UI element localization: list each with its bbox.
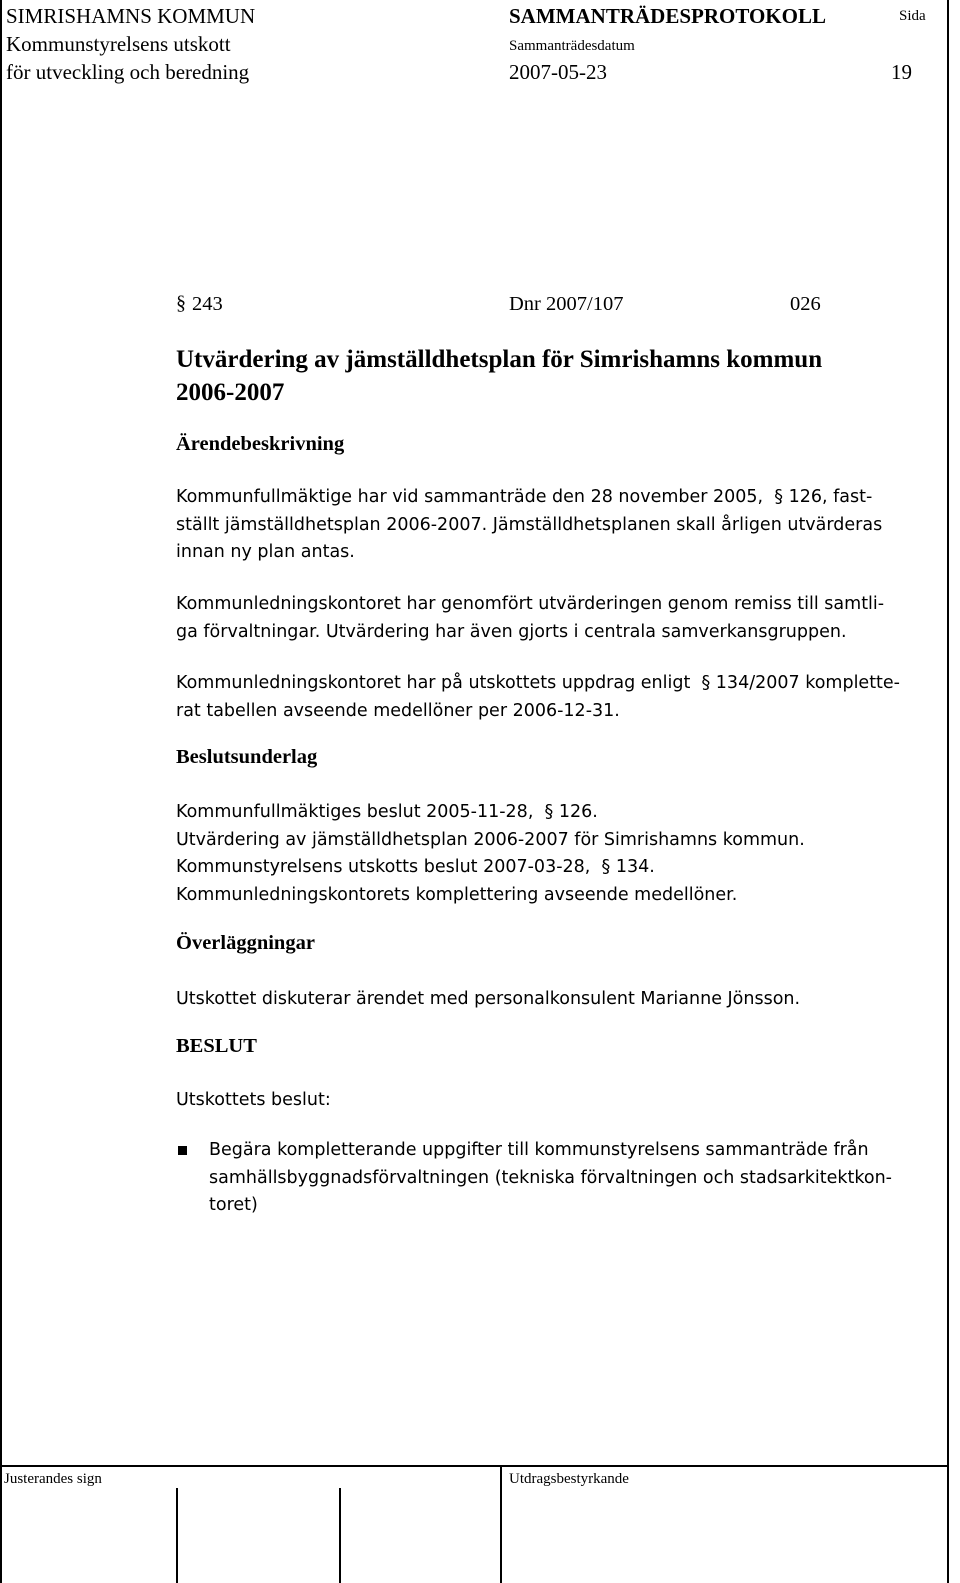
date-label: Sammanträdesdatum: [509, 38, 635, 54]
section-sign: §: [768, 487, 789, 507]
signature-box-divider-3: [500, 1467, 502, 1583]
item-title-line1: Utvärdering av jämställdhetsplan för Simrishamns kommun: [176, 346, 823, 373]
beslutsunderlag-line2: Utvärdering av jämställdhetsplan 2006-2007 för Simrishamns kommun.: [176, 829, 805, 850]
arende-heading: Ärendebeskrivning: [176, 433, 345, 455]
beslut-bullet-item: [209, 1137, 939, 1220]
item-code: 026: [790, 293, 821, 315]
right-margin-rule: [947, 0, 949, 1583]
beslut-heading: BESLUT: [176, 1035, 257, 1057]
utdragsbestyrkande-label: Utdragsbestyrkande: [509, 1471, 629, 1487]
item-title: [176, 343, 822, 409]
committee-line2: för utveckling och beredning: [6, 60, 250, 84]
arende-p1-line3: innan ny plan antas.: [176, 542, 355, 562]
municipality-name: SIMRISHAMNS KOMMUN: [6, 4, 256, 28]
item-dnr: Dnr 2007/107: [509, 293, 624, 315]
arende-paragraph-3: [176, 670, 936, 725]
arende-p3-line1: Kommunledningskontoret har på utskottets uppdrag enligt § 134/2007 komplette-: [176, 673, 900, 693]
beslutsunderlag-line1: Kommunfullmäktiges beslut 2005-11-28, § 126.: [176, 802, 598, 822]
item-number: 243: [192, 293, 223, 315]
meeting-date: 2007-05-23: [509, 60, 607, 84]
arende-p3-line2: rat tabellen avseende medellöner per 2006-12-31.: [176, 700, 620, 721]
justerandes-sign-label: Justerandes sign: [4, 1471, 102, 1487]
item-title-line2: 2006-2007: [176, 379, 285, 406]
committee-line1: Kommunstyrelsens utskott: [6, 32, 231, 56]
section-sign: §: [176, 292, 186, 314]
beslutsunderlag-line4: Kommunledningskontorets komplettering avseende medellöner.: [176, 884, 738, 905]
beslutsunderlag-list: [176, 799, 936, 909]
footer-rule: [0, 1465, 949, 1467]
bullet-square-icon: [178, 1146, 187, 1155]
arende-p2-line1: Kommunledningskontoret har genomfört utvärderingen genom remiss till samtli-: [176, 594, 885, 614]
signature-box-divider-1: [176, 1488, 178, 1583]
arende-paragraph-2: [176, 591, 936, 646]
beslut-bullet-line3: toret): [209, 1195, 258, 1215]
beslut-bullet-line2: samhällsbyggnadsförvaltningen (tekniska förvaltningen och stadsarkitektkon-: [209, 1167, 892, 1188]
section-sign: §: [538, 802, 559, 822]
left-margin-rule: [0, 0, 2, 1583]
arende-paragraph-1: [176, 484, 936, 567]
signature-box-divider-2: [339, 1488, 341, 1583]
arende-p1-line1: Kommunfullmäktige har vid sammanträde den 28 november 2005, § 126, fast-: [176, 487, 873, 507]
section-sign: §: [595, 857, 616, 877]
beslut-intro: Utskottets beslut:: [176, 1090, 331, 1110]
overlaggningar-text: Utskottet diskuterar ärendet med personalkonsulent Marianne Jönsson.: [176, 989, 801, 1009]
section-sign: §: [695, 673, 716, 693]
page-label: Sida: [899, 8, 926, 24]
arende-p1-line2: ställt jämställdhetsplan 2006-2007. Jämställdhetsplanen skall årligen utvärderas: [176, 514, 883, 535]
beslutsunderlag-line3: Kommunstyrelsens utskotts beslut 2007-03-28, § 134.: [176, 857, 655, 877]
doc-type: SAMMANTRÄDESPROTOKOLL: [509, 4, 826, 28]
beslutsunderlag-heading: Beslutsunderlag: [176, 746, 318, 768]
arende-p2-line2: ga förvaltningar. Utvärdering har även gjorts i centrala samverkansgruppen.: [176, 621, 847, 642]
beslut-bullet-line1: Begära kompletterande uppgifter till kommunstyrelsens sammanträde från: [209, 1140, 869, 1160]
page-number: 19: [891, 60, 912, 84]
overlaggningar-heading: Överläggningar: [176, 932, 315, 954]
